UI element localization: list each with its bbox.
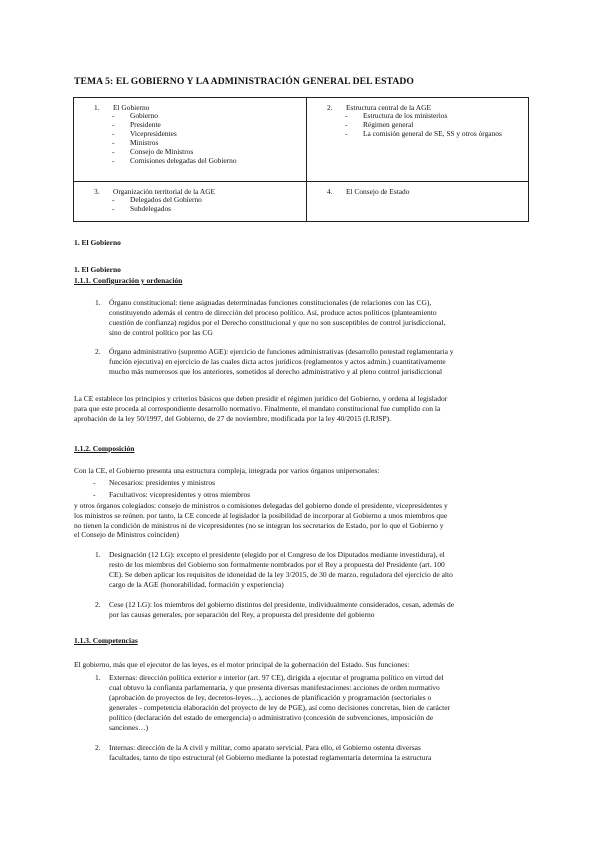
dash-item: - Facultativos: vicepresidentes y otros miembros — [93, 490, 251, 499]
toc-subitem: - Subdelegados — [130, 205, 302, 214]
list-line: político (declaración del estado de emergencia) o administrativo (concesión de subvenciones, imposición de — [109, 712, 434, 722]
toc-subitem: - Vicepresidentes — [130, 130, 302, 139]
dash-item: - Necesarios: presidentes y ministros — [93, 478, 216, 487]
list-line: mucho más numerosos que los anteriores, sometidos al derecho administrativo y al pleno control jurisdiccional — [109, 366, 443, 376]
list-number: 1. — [95, 298, 101, 307]
paragraph-line: no tienen la condición de ministros ni de vicepresidentes (no se integran los secretarios de Estado, por lo que el Gobierno y — [74, 520, 444, 530]
list-line: CE). Se deben aplicar los requisitos de idoneidad de la ley 3/2015, de 30 de marzo, reguladora del ejercicio de alto — [109, 569, 453, 579]
list-number: 2. — [95, 347, 101, 356]
subsection-heading: 1.1.1. Configuración y ordenación — [74, 276, 183, 285]
paragraph-line: aprobación de la ley 50/1997, del Gobierno, de 27 de noviembre, modificada por la ley 40/2015 (LRJSP). — [74, 413, 392, 423]
list-item — [95, 600, 529, 620]
list-line: Cese (12 LG): los miembros del gobierno distintos del presidente, individualmente considerados, cesan, además de — [109, 600, 455, 609]
toc-subitem: - Delegados del Gobierno — [130, 196, 302, 205]
toc-subitem: - Estructura de los ministerios — [363, 112, 524, 121]
toc-sublist — [94, 196, 302, 214]
paragraph — [74, 501, 530, 540]
list-line: cuestión de confianza) regidos por el Derecho constitucional y que no son susceptibles de control jurisdiccional, — [109, 317, 446, 327]
list-item — [95, 347, 529, 377]
list-line: Designación (12 LG): excepto el presidente (elegido por el Congreso de los Diputados mediante investidura), el — [109, 550, 445, 559]
list-item — [95, 743, 529, 763]
paragraph: El gobierno, más que el ejecutor de las leyes, es el motor principal de la gobernación del Estado. Sus funciones: — [74, 660, 410, 669]
toc-subitem: - Comisiones delegadas del Gobierno — [130, 157, 302, 166]
toc-label: El Consejo de Estado — [346, 187, 410, 196]
paragraph-line: los ministros se reúnen. por tanto, la CE concede al legislador la posibilidad de incorporar al Gobierno a unos miembros que — [74, 510, 448, 520]
toc-subitem: - Presidente — [130, 121, 302, 130]
list-number: 2. — [95, 743, 101, 752]
list-line: Internas: dirección de la A civil y militar, como aparato servicial. Para ello, el Gobierno ostenta diversas — [109, 743, 421, 752]
dash-item-text: Facultativos: vicepresidentes y otros miembros — [109, 490, 251, 499]
list-line: cargo de la AGE (honorabilidad, formación y experiencia) — [109, 579, 284, 589]
list-line: por las causas generales, por separación del Rey, a propuesta del presidente del gobierno — [109, 609, 375, 619]
list-line: Externas: dirección política exterior e interior (art. 97 CE), dirigida a ejecutar el programa político en virtud del — [109, 673, 444, 682]
toc-cell-4 — [307, 182, 529, 222]
toc-number: 1. — [94, 103, 100, 112]
list-line: Órgano constitucional: tiene asignadas determinadas funciones constitucionales (de relaciones con las CG), — [109, 298, 432, 307]
list-line: facultades, tanto de tipo estructural (el Gobierno mediante la potestad reglamentaria determina la estructura — [109, 752, 432, 762]
subsection-heading: 1.1.3. Competencias — [74, 636, 138, 645]
toc-number: 3. — [94, 187, 100, 196]
paragraph — [74, 394, 530, 423]
toc-cell-2 — [307, 98, 529, 182]
list-item — [95, 298, 529, 338]
list-line: resto de los miembros del Gobierno son formalmente nombrados por el Rey a propuesta del Presidente (art. 100 — [109, 559, 445, 569]
subsection-heading: 1.1.2. Composición — [74, 444, 135, 453]
list-line: (aprobación de proyectos de ley, decretos-leyes…), acciones de planificación y programación (sectoriales o — [109, 692, 432, 702]
toc-number: 4. — [327, 187, 333, 196]
list-item — [95, 550, 529, 590]
toc-sublist — [94, 112, 302, 165]
list-number: 1. — [95, 550, 101, 559]
section-heading: 1. El Gobierno — [74, 238, 121, 247]
paragraph-line: para que este proceda al correspondiente desarrollo normativo. Finalmente, el mandato constitucional fue cumplido con la — [74, 403, 441, 413]
toc-cell-1 — [74, 98, 307, 182]
paragraph: Con la CE, el Gobierno presenta una estructura compleja, integrada por varios órganos unipersonales: — [74, 466, 380, 475]
document-title: TEMA 5: EL GOBIERNO Y LA ADMINISTRACIÓN GENERAL DEL ESTADO — [74, 76, 414, 87]
list-line: Órgano administrativo (supremo AGE): ejercicio de funciones administrativas (desarrollo potestad reglamentaria y — [109, 347, 454, 356]
list-item — [95, 673, 529, 732]
paragraph-line: La CE establece los principios y criterios básicos que deben presidir el régimen jurídico del Gobierno, y ordena al legislador — [74, 394, 448, 403]
dash-item-text: Necesarios: presidentes y ministros — [109, 478, 216, 487]
toc-label: Organización territorial de la AGE — [113, 187, 216, 196]
list-line: generales - competencia elaboración del proyecto de ley de PGE), así como decisiones concretas, bien de carácter — [109, 702, 451, 712]
list-line: sino de control político por las CG — [109, 327, 213, 337]
list-number: 1. — [95, 673, 101, 682]
list-number: 2. — [95, 600, 101, 609]
toc-sublist — [327, 112, 524, 139]
table-of-contents — [73, 97, 529, 222]
toc-subitem: - Régimen general — [363, 121, 524, 130]
list-line: sanciones…) — [109, 722, 149, 732]
toc-cell-3 — [74, 182, 307, 222]
paragraph-line: el Consejo de Ministros coinciden) — [74, 530, 179, 540]
toc-subitem: - Consejo de Ministros — [130, 148, 302, 157]
toc-number: 2. — [327, 103, 333, 112]
toc-label: Estructura central de la AGE — [346, 103, 431, 112]
list-line: función ejecutiva) en ejercicio de las cuales dicta actos jurídicos (reglamentos y actos admin.) cuantitativamente — [109, 356, 446, 366]
list-line: constituyendo además el centro de dirección del proceso político. Así, produce actos políticos (planteamiento — [109, 307, 437, 317]
toc-label: El Gobierno — [113, 103, 150, 112]
section-heading: 1. El Gobierno — [74, 265, 121, 274]
toc-subitem: - Gobierno — [130, 112, 302, 121]
toc-subitem: - La comisión general de SE, SS y otros órganos — [363, 130, 524, 139]
toc-subitem: - Ministros — [130, 139, 302, 148]
list-line: cual obtuvo la confianza parlamentaria, y que presenta diversas manifestaciones: acciones de orden normativo — [109, 682, 440, 692]
paragraph-line: y otros órganos colegiados: consejo de ministros o comisiones delegadas del gobierno donde el presidente, vicepresidentes y — [74, 501, 448, 510]
